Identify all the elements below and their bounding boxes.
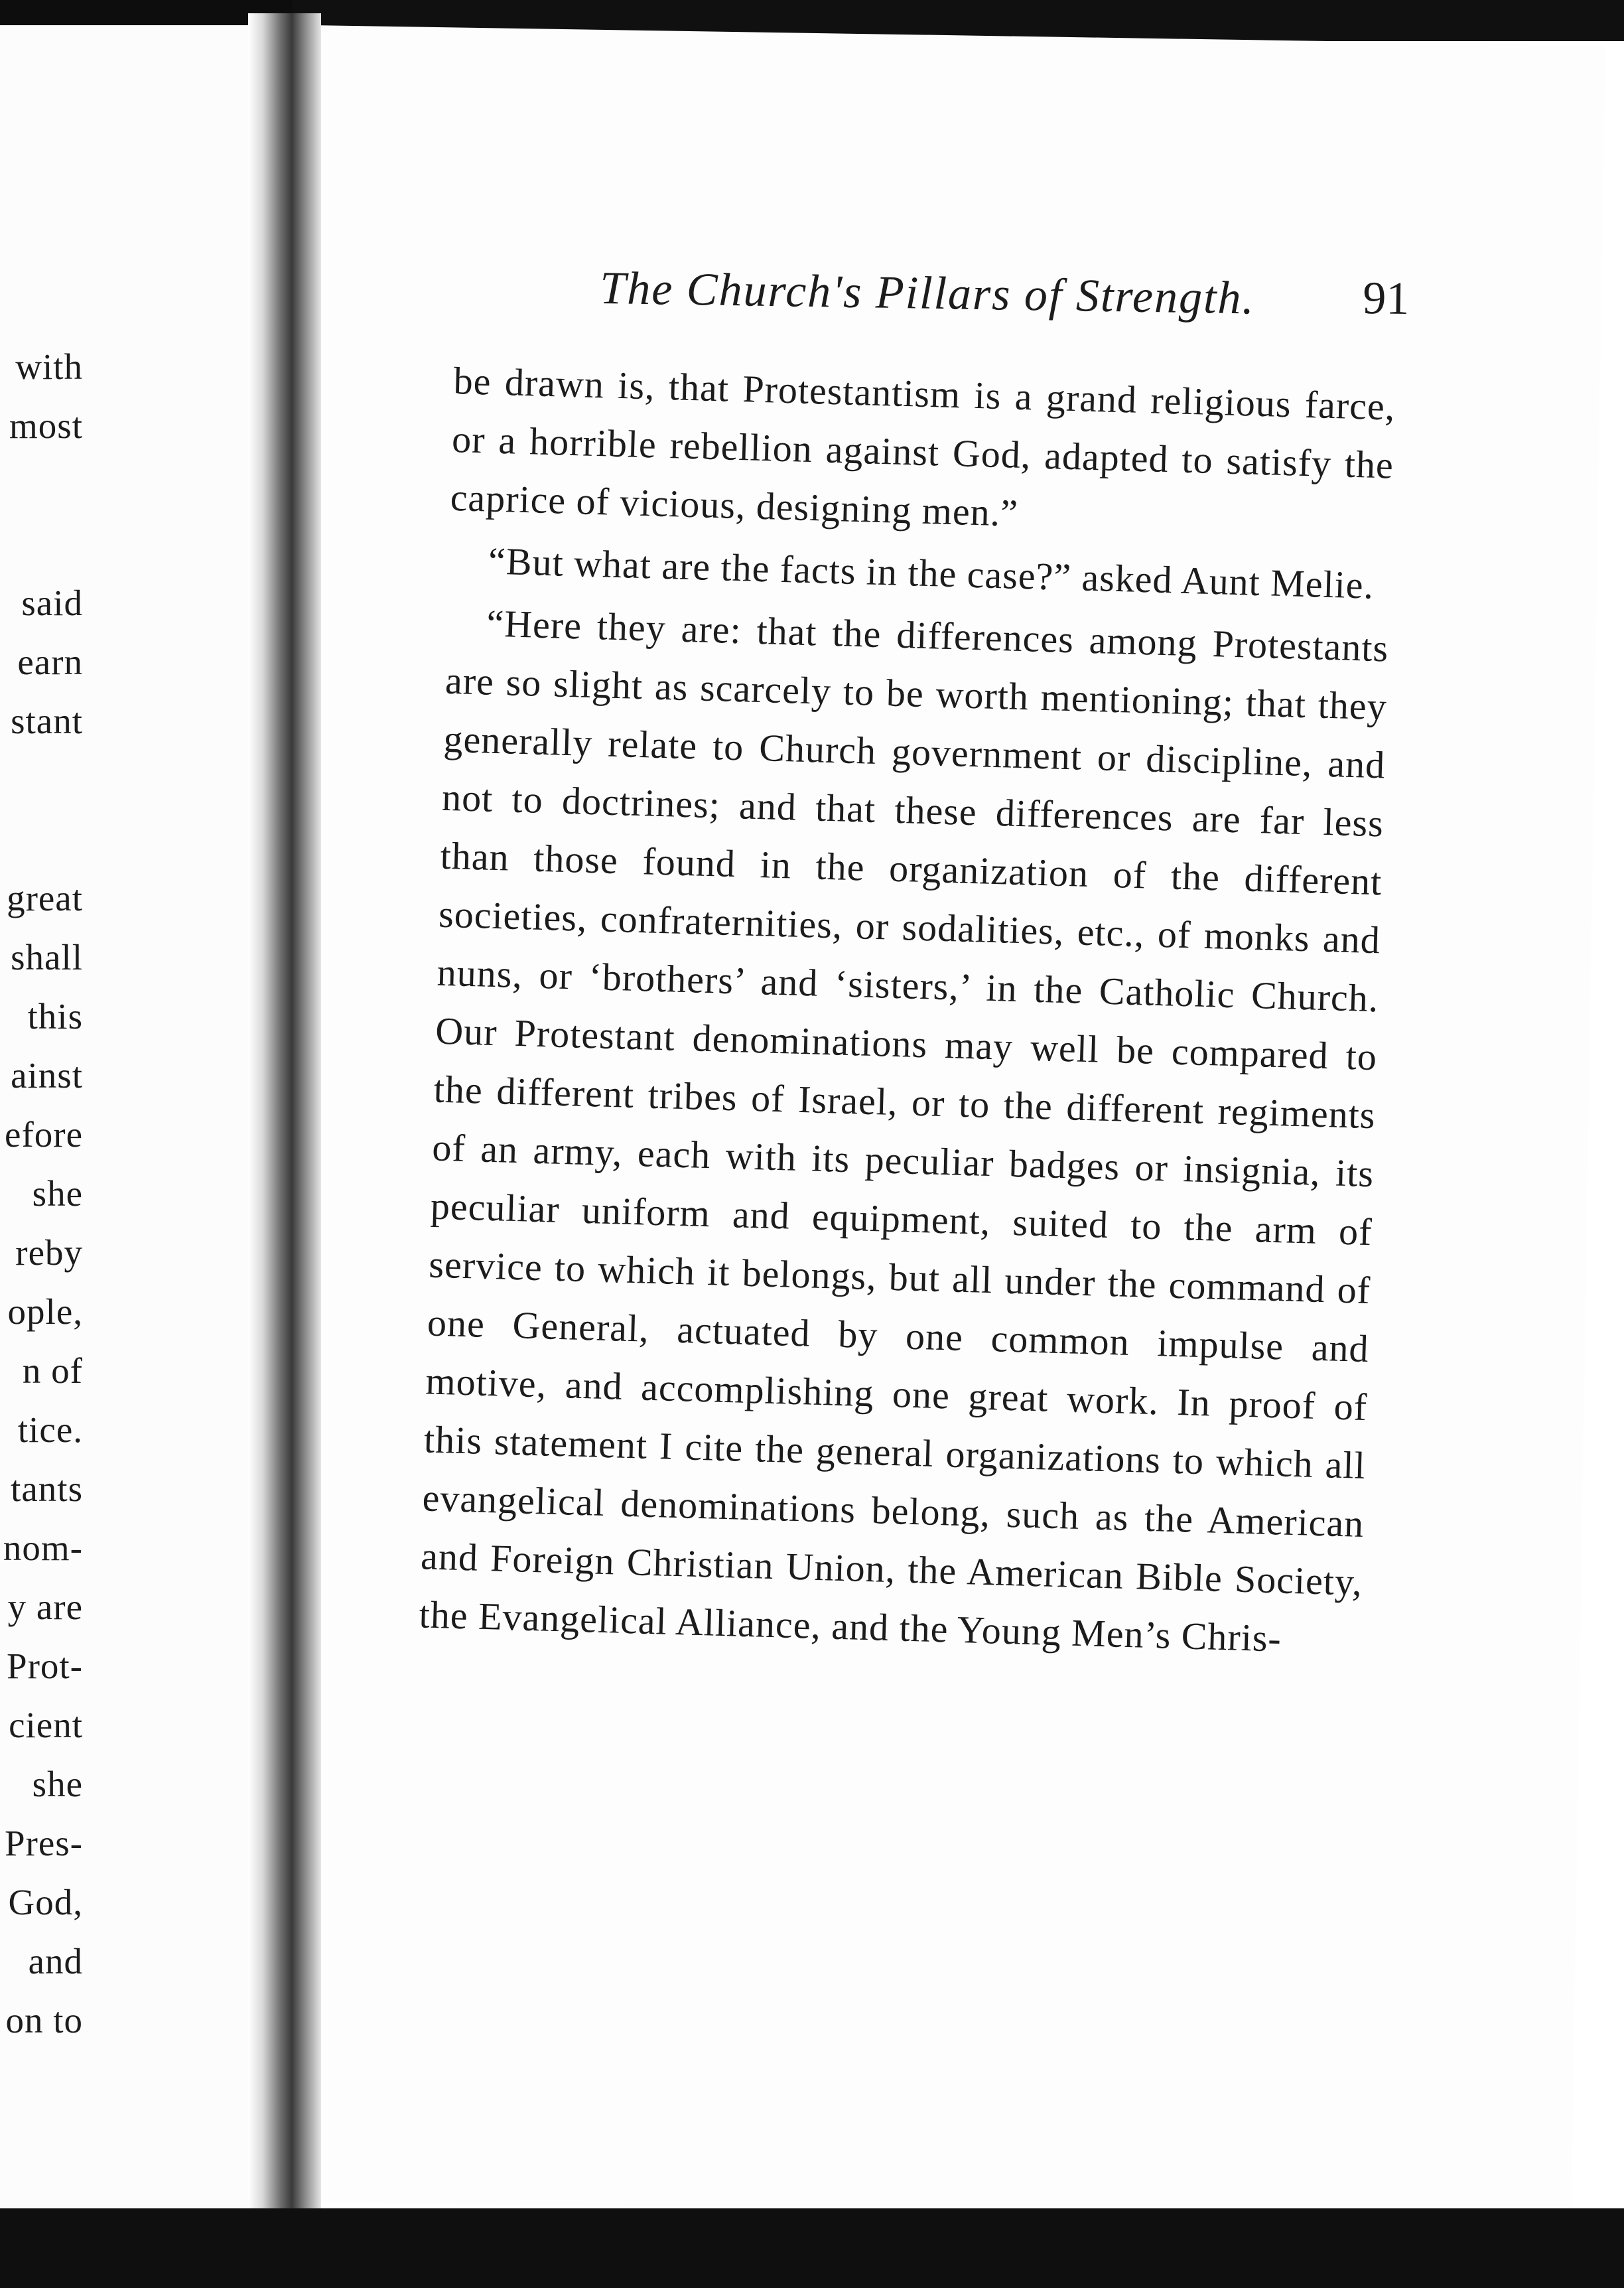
left-page-line-fragment: said [21, 583, 83, 623]
page-number: 91 [1362, 272, 1410, 325]
left-page-line-fragment: on to [5, 2000, 83, 2040]
left-page-line-fragment: great [7, 878, 83, 918]
book-gutter-shadow [248, 13, 321, 2216]
left-page-line-fragment: shall [11, 937, 83, 977]
left-page-line-fragment: with [15, 346, 83, 387]
left-page-line-fragment: earn [17, 642, 83, 682]
left-page-line-fragment: efore [5, 1114, 83, 1155]
left-page-line-fragment: ainst [11, 1055, 83, 1096]
left-page-line-fragment: nom- [3, 1528, 83, 1568]
scan-bottom-border [0, 2208, 1624, 2288]
left-page [0, 25, 252, 2208]
left-page-line-fragment: and [28, 1941, 83, 1981]
left-page-line-fragment [0, 455, 252, 573]
left-page-line-fragment [0, 751, 252, 869]
left-page-line-fragment: Prot- [7, 1646, 83, 1686]
paragraph: “Here they are: that the differences among Protestants are so slight as scarcely to be worth mentioning; that they generally relate to Church government or discipline, and not to doctrines; and that these differences are far less than those found in the organization of the different societies, confraternities, or sodalities, etc., of monks and nuns, or ‘brothers’ and ‘sisters,’ in the Catholic Church. Our Protestant denominations may well be compared to the different tribes of Israel, or to the different regiments of an army, each with its peculiar badges or insignia, its peculiar uniform and equipment, suited to the arm of service to which it belongs, but all under the command of one General, actuated by one common impulse and motive, and accomplishing one great work. In proof of this statement I cite the general organizations to which all evangelical denominations belong, such as the American and Foreign Christian Union, the American Bible Society, the Evangelical Alliance, and the Young Men’s Chris- [418, 601, 1389, 1660]
left-page-line-fragment: she [32, 1173, 83, 1214]
body-text [418, 352, 1396, 1674]
left-page-text-fragments [0, 337, 252, 2050]
left-page-line-fragment: y are [7, 1587, 83, 1627]
left-page-line-fragment: n of [22, 1350, 83, 1391]
left-page-line-fragment: ople, [7, 1291, 83, 1332]
left-page-line-fragment: Pres- [4, 1823, 83, 1863]
running-head: The Church's Pillars of Strength. [599, 262, 1256, 324]
paragraph: “But what are the facts in the case?” asked Aunt Melie. [488, 539, 1375, 607]
left-page-line-fragment: stant [11, 701, 83, 741]
left-page-line-fragment: most [9, 405, 83, 446]
left-page-line-fragment: she [32, 1764, 83, 1804]
left-page-line-fragment: cient [9, 1705, 83, 1745]
left-page-line-fragment: reby [15, 1232, 83, 1273]
left-page-line-fragment: tants [11, 1468, 83, 1509]
left-page-line-fragment: this [27, 996, 83, 1037]
paragraph: be drawn is, that Protestantism is a grand religious farce, or a horrible rebellion against God, adapted to satisfy the caprice of vicious, designing men.” [449, 358, 1396, 535]
left-page-line-fragment: God, [8, 1882, 83, 1922]
left-page-line-fragment: tice. [17, 1409, 83, 1450]
